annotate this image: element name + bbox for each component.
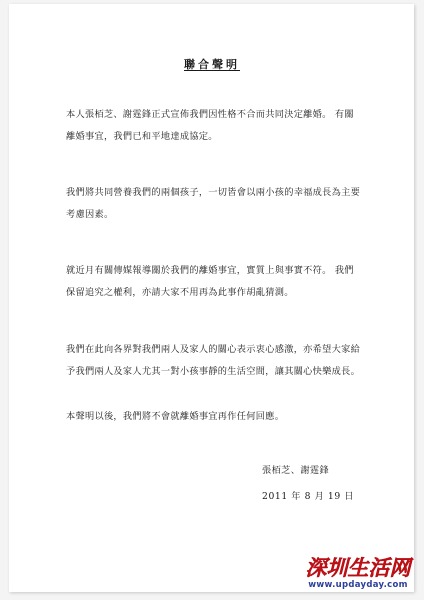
paragraph-children — [66, 182, 370, 226]
paragraph-gratitude — [66, 339, 370, 383]
paragraph-media-reports — [66, 260, 370, 304]
watermark-url: www.updayday.com — [308, 580, 408, 590]
paragraph-line: 我們在此向各界對我們兩人及家人的關心表示衷心感激，亦希望大家給 — [66, 344, 361, 355]
signatories: 張栢芝、謝霆鋒 — [262, 465, 330, 476]
site-watermark — [302, 556, 414, 590]
statement-date: 2011 年 8 月 19 日 — [262, 491, 355, 502]
paragraph-divorce-announcement — [66, 104, 370, 148]
paragraph-line: 予我們兩人及家人尤其一對小孩事靜的生活空間，讓其關心快樂成長。 — [66, 366, 361, 377]
watermark-site-name: 深圳生活网 — [305, 556, 411, 580]
paragraph-line: 本聲明以後，我們將不會就離婚事宜再作任何回應。 — [66, 411, 285, 422]
paragraph-no-further-response — [66, 406, 370, 428]
paragraph-line: 本人張栢芝、謝霆鋒正式宣佈我們因性格不合而共同決定離婚。 有關 — [66, 109, 354, 120]
paragraph-line: 我們將共同營養我們的兩個孩子，一切皆會以兩小孩的幸福成長為主要 — [66, 187, 361, 198]
document-title: 聯合聲明 — [184, 58, 240, 71]
paragraph-line: 就近月有關傳媒報導關於我們的離婚事宜，實質上與事實不符。 我們 — [66, 265, 354, 276]
paragraph-line: 離婚事宜，我們已和平地達成協定。 — [66, 131, 218, 142]
paragraph-line: 考慮因素。 — [66, 209, 114, 220]
paragraph-line: 保留追究之權利，亦請大家不用再為此事作胡亂猜測。 — [66, 287, 294, 298]
